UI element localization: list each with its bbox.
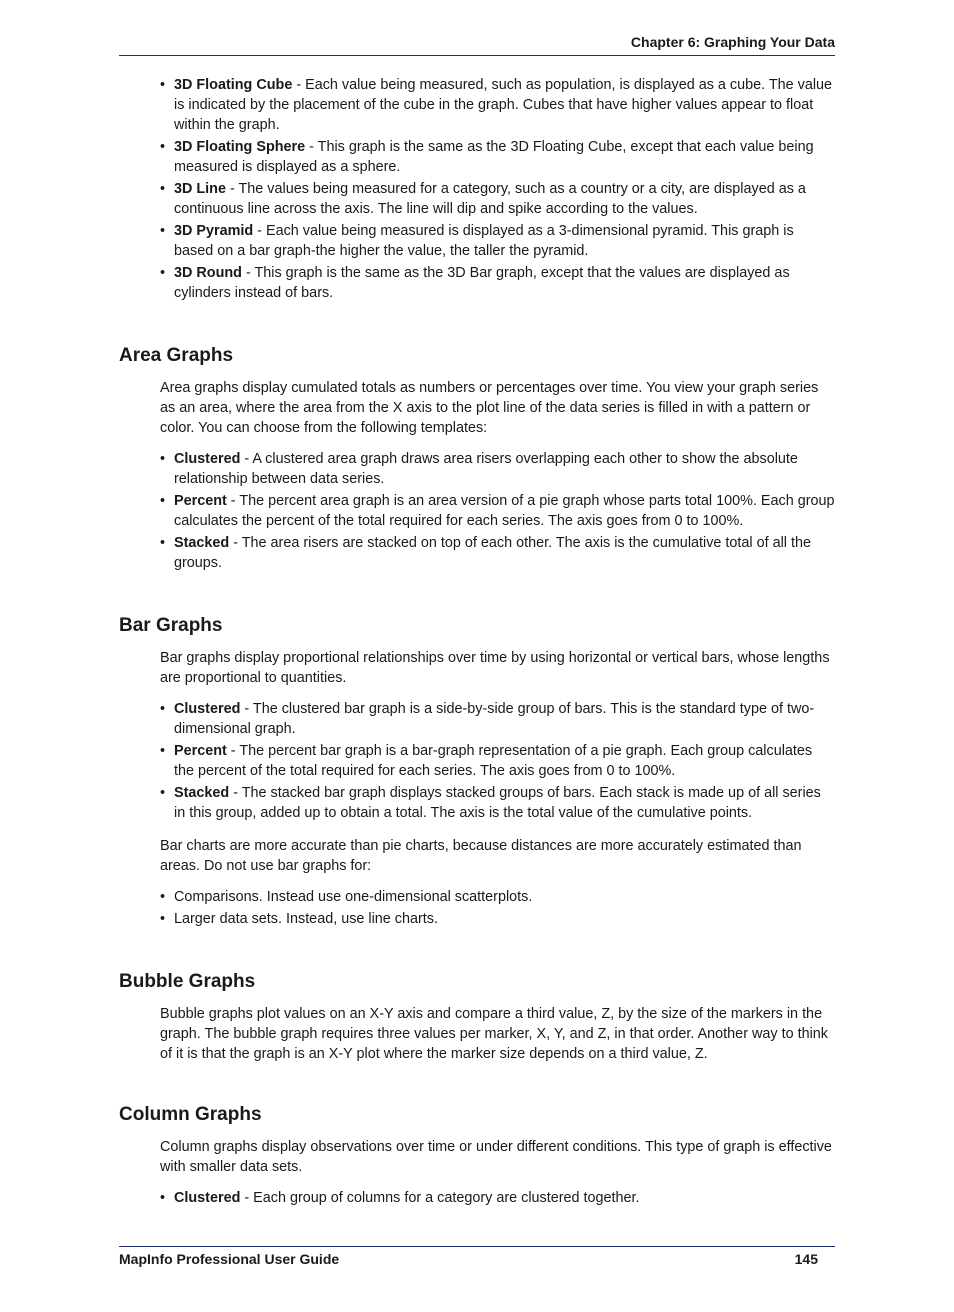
list-item: [160, 699, 835, 739]
bullet-text: - The area risers are stacked on top of each other. The axis is the cumulative total of all the groups.: [174, 535, 812, 571]
list-item: [160, 137, 835, 177]
section-heading-area: Area Graphs: [119, 345, 234, 366]
bullet-term: 3D Floating Sphere: [174, 139, 306, 155]
bullet-term: 3D Pyramid: [174, 223, 254, 239]
list-item: [160, 1188, 835, 1208]
list-item: [160, 75, 835, 135]
bullet-text: - A clustered area graph draws area risers overlapping each other to show the absolute relationship between data series.: [174, 451, 798, 487]
list-item: [160, 179, 835, 219]
bar-paragraph: Bar graphs display proportional relationships over time by using horizontal or vertical bars, whose lengths are proportional to quantities.: [160, 650, 830, 686]
list-item: [160, 741, 835, 781]
bullet-text: - This graph is the same as the 3D Bar graph, except that the values are displayed as cylinders instead of bars.: [174, 265, 790, 301]
bullet-text: - The percent bar graph is a bar-graph representation of a pie graph. Each group calculates the percent of the total required for each series. The axis goes from 0 to 100%.: [174, 743, 813, 779]
list-item: [160, 263, 835, 303]
bullet-text: - This graph is the same as the 3D Floating Cube, except that each value being measured is displayed as a sphere.: [174, 139, 814, 175]
page-content: [119, 75, 835, 1210]
bullet-term: Clustered: [174, 701, 241, 717]
bullet-term: 3D Floating Cube: [174, 77, 293, 93]
bullet-term: 3D Round: [174, 265, 242, 281]
area-bullet-list: [160, 449, 835, 573]
running-footer: [119, 1246, 835, 1269]
list-item: [160, 783, 835, 823]
bullet-text: - The stacked bar graph displays stacked groups of bars. Each stack is made up of all series in this group, added up to obtain a total. The axis is the total value of the cumulative points.: [174, 785, 821, 821]
bar-paragraph-2: Bar charts are more accurate than pie charts, because distances are more accurately estimated than areas. Do not use bar graphs for:: [160, 838, 802, 874]
bullet-text: - The percent area graph is an area version of a pie graph whose parts total 100%. Each group calculates the percent of the total required for each series. The axis goes from 0 to 100%.: [174, 493, 835, 529]
section-heading-bar: Bar Graphs: [119, 615, 223, 636]
bullet-text: - The clustered bar graph is a side-by-side group of bars. This is the standard type of two-dimensional graph.: [174, 701, 815, 737]
bullet-text: - Each value being measured is displayed as a 3-dimensional pyramid. This graph is based on a bar graph-the higher the value, the taller the pyramid.: [174, 223, 794, 259]
bullet-text: - Each value being measured, such as population, is displayed as a cube. The value is indicated by the placement of the cube in the graph. Cubes that have higher values appear to float within the graph.: [174, 77, 833, 133]
running-header: [119, 33, 835, 56]
bullet-term: 3D Line: [174, 181, 226, 197]
bar-bullet-list: [160, 699, 835, 823]
list-item: [160, 449, 835, 489]
guide-title: MapInfo Professional User Guide: [119, 1251, 340, 1267]
bullet-term: Stacked: [174, 535, 230, 551]
bullet-term: Stacked: [174, 785, 230, 801]
column-bullet-list: [160, 1188, 835, 1208]
bubble-paragraph: Bubble graphs plot values on an X-Y axis and compare a third value, Z, by the size of the markers in the graph. The bubble graph requires three values per marker, X, Y, and Z, in that order. Another way to think of it is that the graph is an X-Y plot where the marker size depends on a third value, Z.: [160, 1006, 828, 1062]
list-item: • Comparisons. Instead use one-dimensional scatterplots.: [160, 887, 835, 907]
bullet-term: Percent: [174, 493, 227, 509]
section-heading-bubble: Bubble Graphs: [119, 971, 256, 992]
list-item: • Larger data sets. Instead, use line charts.: [160, 909, 835, 929]
bullet-text: - Each group of columns for a category are clustered together.: [240, 1190, 640, 1206]
section-heading-column: Column Graphs: [119, 1104, 262, 1125]
list-item: [160, 533, 835, 573]
chapter-title: Chapter 6: Graphing Your Data: [630, 34, 835, 50]
bullet-term: Clustered: [174, 451, 241, 467]
list-item: [160, 221, 835, 261]
bar-plain-bullet-list: [160, 887, 835, 929]
page-number: 145: [794, 1251, 818, 1267]
bullet-term: Clustered: [174, 1190, 241, 1206]
bullet-text: - The values being measured for a category, such as a country or a city, are displayed as a continuous line across the axis. The line will dip and spike according to the values.: [174, 181, 806, 217]
list-item: [160, 491, 835, 531]
intro-bullet-list: [160, 75, 835, 303]
column-paragraph: Column graphs display observations over time or under different conditions. This type of graph is effective with smaller data sets.: [160, 1139, 832, 1175]
bullet-term: Percent: [174, 743, 227, 759]
area-paragraph: Area graphs display cumulated totals as numbers or percentages over time. You view your graph series as an area, where the area from the X axis to the plot line of the data series is filled in with a pattern or color. You can choose from the following templates:: [160, 380, 819, 436]
